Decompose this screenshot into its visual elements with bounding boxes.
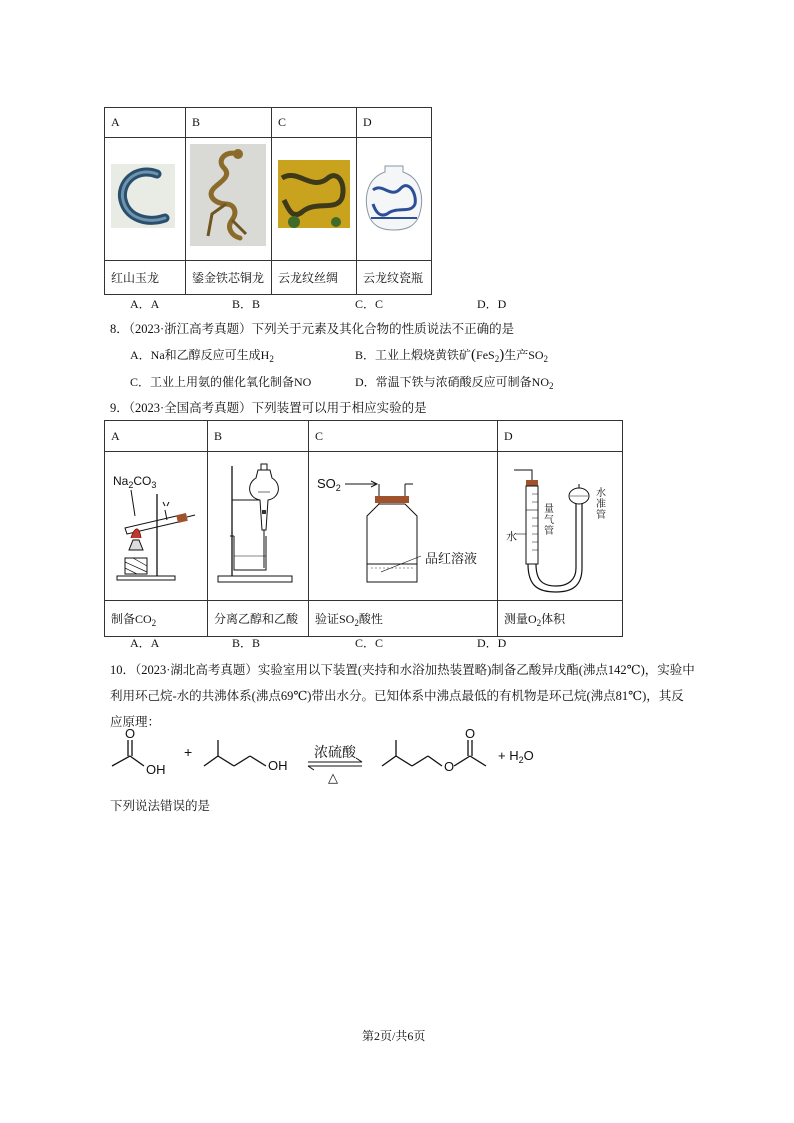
q8-option-b-paren-right: ) xyxy=(499,347,505,363)
q8-option-b-text: B．工业上煅烧黄铁矿 xyxy=(355,348,472,362)
q7-header-c: C xyxy=(272,108,357,138)
q9-caption-c-tail: 酸性 xyxy=(358,611,383,626)
q8-option-d-sub: 2 xyxy=(549,381,554,391)
ester-o-ether: O xyxy=(444,759,455,774)
q9-caption-d xyxy=(498,601,623,637)
q9-apparatus-c xyxy=(309,452,498,601)
q10-stem-line3: 应原理： xyxy=(110,715,161,729)
h2o-sub: 2 xyxy=(518,755,524,765)
reaction-scheme xyxy=(104,726,664,792)
q7-option-d[interactable]: D．D xyxy=(477,297,507,311)
q7-option-c[interactable]: C．C xyxy=(355,297,384,311)
q8-option-b[interactable] xyxy=(355,346,548,364)
q7-header-d: D xyxy=(357,108,432,138)
q9-table xyxy=(104,420,623,637)
q7-option-a[interactable]: A．A xyxy=(130,297,160,311)
guan2-char: 管 xyxy=(596,510,606,521)
q9-option-d[interactable]: D．D xyxy=(477,636,507,650)
q9-caption-b: 分离乙醇和乙酸 xyxy=(208,601,309,637)
gas-washing-bottle-diagram xyxy=(309,454,497,598)
q9-caption-a xyxy=(105,601,208,637)
q8-option-a-sub: 2 xyxy=(269,354,274,364)
q7-table xyxy=(104,107,432,295)
isoamyl-alcohol-oh: OH xyxy=(268,758,288,773)
q7-caption-d: 云龙纹瓷瓶 xyxy=(357,261,432,295)
co-sub: 3 xyxy=(151,480,157,490)
q9-caption-a-text: 制备CO xyxy=(111,611,152,626)
plus-sign-1: + xyxy=(184,744,193,760)
q7-caption-a: 红山玉龙 xyxy=(105,261,186,295)
q7-image-cell-a xyxy=(105,138,186,261)
q9-apparatus-b xyxy=(208,452,309,601)
heat-label: △ xyxy=(328,770,338,785)
q8-option-b-paren-left: ( xyxy=(471,347,477,363)
q9-caption-d-sub: 2 xyxy=(536,617,542,628)
q7-image-cell-c xyxy=(272,138,357,261)
water-product xyxy=(498,748,534,765)
q9-stem: 9．（2023·全国高考真题）下列装置可以用于相应实验的是 xyxy=(110,401,427,415)
q9-header-b: B xyxy=(208,421,309,452)
na-sub: 2 xyxy=(128,480,134,490)
q9-caption-c-text: 验证SO xyxy=(315,611,355,626)
liangqiguan-label xyxy=(544,504,556,537)
zhun-char: 准 xyxy=(596,499,606,510)
q8-option-b-formula: FeS xyxy=(476,348,495,362)
gilded-dragon-image xyxy=(186,138,271,256)
q9-header-a: A xyxy=(105,421,208,452)
so-text: SO xyxy=(317,476,336,491)
page-footer: 第2页/共6页 xyxy=(362,1029,426,1043)
separatory-funnel-diagram xyxy=(208,452,308,596)
q9-caption-d-text: 测量O xyxy=(504,611,537,626)
q9-option-a[interactable]: A．A xyxy=(130,636,160,650)
q9-option-b[interactable]: B．B xyxy=(232,636,261,650)
catalyst-label: 浓硫酸 xyxy=(314,746,356,761)
liang-char: 量 xyxy=(544,504,554,515)
q9-option-c[interactable]: C．C xyxy=(355,636,384,650)
ester-o-carbonyl: O xyxy=(465,726,476,741)
pinhong-label: 品红溶液 xyxy=(425,551,478,566)
na-text: Na xyxy=(113,474,129,488)
porcelain-vase-image xyxy=(357,138,431,256)
q9-header-d: D xyxy=(498,421,623,452)
q8-option-a-text: A．Na和乙醇反应可生成H xyxy=(130,348,270,362)
q10-stem-line1: 10．（2023·湖北高考真题）实验室用以下装置(夹持和水浴加热装置略)制备乙酸异戊酯(沸点142℃)，实验中 xyxy=(110,663,695,677)
q8-option-a[interactable] xyxy=(130,346,274,364)
q8-option-b-tail: 生产SO xyxy=(504,348,544,362)
water-label: 水 xyxy=(506,531,517,543)
guan-char: 管 xyxy=(544,526,554,537)
q7-image-cell-d xyxy=(357,138,432,261)
q9-caption-d-tail: 体积 xyxy=(541,611,566,626)
q7-option-b[interactable]: B．B xyxy=(232,297,261,311)
qi-char: 气 xyxy=(544,515,554,526)
q8-option-b-sub2: 2 xyxy=(543,354,549,364)
q8-option-b-sub: 2 xyxy=(494,354,500,364)
q7-image-cell-b xyxy=(186,138,272,261)
so-sub: 2 xyxy=(335,483,341,493)
h2o-o-text: O xyxy=(523,748,534,763)
heating-tube-diagram xyxy=(105,454,207,598)
q8-option-d[interactable] xyxy=(355,373,554,391)
q10-question: 下列说法错误的是 xyxy=(110,799,211,813)
q9-caption-c-sub: 2 xyxy=(354,617,359,628)
acetic-acid-o: O xyxy=(125,726,136,741)
plus-h-text: + H xyxy=(498,748,519,763)
co-text: CO xyxy=(133,474,152,488)
q7-caption-c: 云龙纹丝绸 xyxy=(272,261,357,295)
acetic-acid-oh: OH xyxy=(146,762,166,777)
q7-header-a: A xyxy=(105,108,186,138)
q8-option-c[interactable]: C．工业上用氨的催化氧化制备NO xyxy=(130,375,312,389)
jade-dragon-image xyxy=(105,138,185,256)
q9-apparatus-a xyxy=(105,452,208,601)
shui-char: 水 xyxy=(596,488,606,499)
q9-caption-a-sub: 2 xyxy=(151,617,157,628)
q8-option-d-text: D．常温下铁与浓硝酸反应可制备NO xyxy=(355,375,549,389)
q9-caption-c xyxy=(309,601,498,637)
q8-stem: 8．（2023·浙江高考真题）下列关于元素及其化合物的性质说法不正确的是 xyxy=(110,322,515,336)
q7-caption-b: 鋈金铁芯铜龙 xyxy=(186,261,272,295)
silk-dragon-image xyxy=(272,138,356,256)
gas-burette-diagram xyxy=(498,454,622,598)
q9-apparatus-d xyxy=(498,452,623,601)
q10-stem-line2: 利用环己烷-水的共沸体系(沸点69℃)带出水分。已知体系中沸点最低的有机物是环己烷(沸点81℃)，其反 xyxy=(110,689,684,703)
q7-header-b: B xyxy=(186,108,272,138)
q9-header-c: C xyxy=(309,421,498,452)
shuizhunguan-label xyxy=(596,488,608,521)
